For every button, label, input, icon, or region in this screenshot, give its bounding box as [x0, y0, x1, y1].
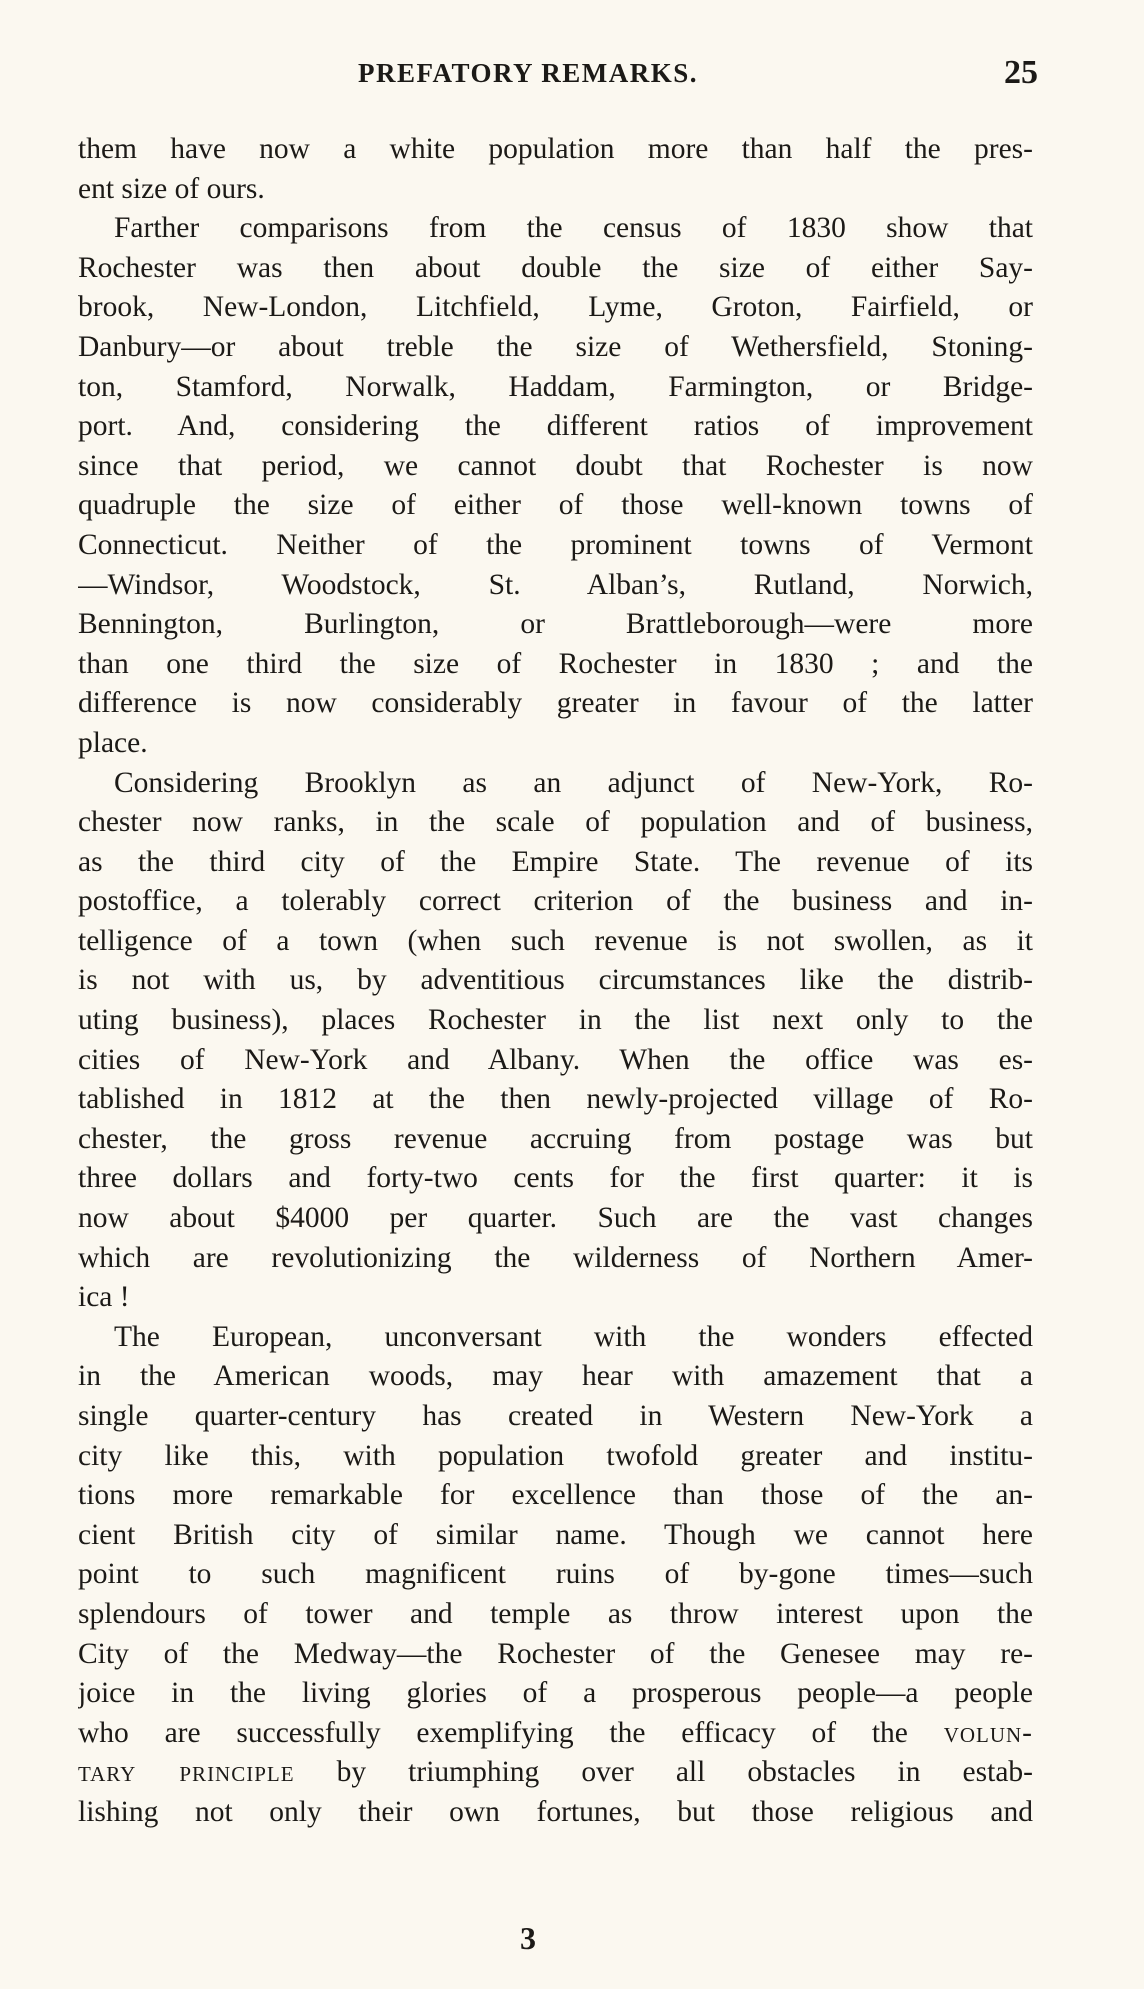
- text-line: single quarter-century has created in Western New-York a: [78, 1400, 1033, 1432]
- paragraph-start-line: Farther comparisons from the census of 1830 show that: [114, 212, 1033, 245]
- text-line: Bennington, Burlington, or Brattleborough—were more: [78, 608, 1033, 641]
- text-line: ica !: [78, 1281, 130, 1314]
- text-line: —Windsor, Woodstock, St. Alban’s, Rutland, Norwich,: [78, 568, 1033, 601]
- text-line: lishing not only their own fortunes, but those religious and: [78, 1795, 1033, 1828]
- text-line: is not with us, by adventitious circumstances like the distrib-: [78, 964, 1033, 997]
- text-line: [78, 1714, 1033, 1754]
- text-line: cities of New-York and Albany. When the office was es-: [78, 1043, 1033, 1076]
- paragraph-start-line: The European, unconversant with the wonders effected: [114, 1320, 1033, 1353]
- text-line: [78, 1753, 1033, 1793]
- text-line: quadruple the size of either of those well-known towns of: [78, 489, 1033, 522]
- running-head: PREFATORY REMARKS.: [358, 58, 699, 88]
- text-line: place.: [78, 726, 148, 759]
- text-line: difference is now considerably greater in favour of the latter: [78, 687, 1033, 720]
- text-line: Rochester was then about double the size of either Say-: [78, 251, 1033, 284]
- text-line: Danbury—or about treble the size of Wethersfield, Stoning-: [78, 330, 1033, 363]
- text-line: telligence of a town (when such revenue is not swollen, as it: [78, 924, 1033, 957]
- text-line: Connecticut. Neither of the prominent towns of Vermont: [78, 528, 1033, 561]
- text-line: chester, the gross revenue accruing from postage was but: [78, 1122, 1033, 1155]
- text-line: splendours of tower and temple as throw interest upon the: [78, 1597, 1033, 1630]
- body-text: [78, 130, 1033, 1833]
- text-line: tions more remarkable for excellence than those of the an-: [78, 1479, 1033, 1512]
- line-text: by triumphing over all obstacles in estab-: [336, 1756, 1033, 1789]
- text-line: ent size of ours.: [78, 172, 265, 205]
- page-number: 25: [1004, 54, 1038, 91]
- text-line: which are revolutionizing the wilderness of Northern Amer-: [78, 1241, 1033, 1274]
- text-line: as the third city of the Empire State. The revenue of its: [78, 845, 1033, 878]
- text-line: brook, New-London, Litchfield, Lyme, Groton, Fairfield, or: [78, 291, 1033, 324]
- text-line: tablished in 1812 at the then newly-projected village of Ro-: [78, 1083, 1033, 1116]
- text-line: three dollars and forty-two cents for the first quarter: it is: [78, 1162, 1033, 1195]
- text-line: in the American woods, may hear with amazement that a: [78, 1360, 1033, 1393]
- text-line: joice in the living glories of a prosperous people—a people: [78, 1677, 1033, 1710]
- small-caps-text: tary principle: [78, 1756, 295, 1789]
- text-line: City of the Medway—the Rochester of the Genesee may re-: [78, 1637, 1033, 1670]
- text-line: now about $4000 per quarter. Such are the vast changes: [78, 1202, 1033, 1235]
- text-line: city like this, with population twofold greater and institu-: [78, 1439, 1033, 1472]
- text-line: chester now ranks, in the scale of population and of business,: [78, 806, 1033, 839]
- small-caps-text: volun-: [943, 1716, 1033, 1749]
- text-line: port. And, considering the different ratios of improvement: [78, 410, 1033, 443]
- page-header: [78, 54, 1038, 94]
- text-line: than one third the size of Rochester in 1830 ; and the: [78, 647, 1033, 680]
- text-line: cient British city of similar name. Though we cannot here: [78, 1518, 1033, 1551]
- text-line: them have now a white population more than half the pres-: [78, 133, 1033, 165]
- text-line: since that period, we cannot doubt that Rochester is now: [78, 449, 1033, 482]
- text-line: uting business), places Rochester in the list next only to the: [78, 1004, 1033, 1037]
- text-line: ton, Stamford, Norwalk, Haddam, Farmington, or Bridge-: [78, 370, 1033, 403]
- text-line: postoffice, a tolerably correct criterion of the business and in-: [78, 885, 1033, 918]
- paragraph-start-line: Considering Brooklyn as an adjunct of New-York, Ro-: [114, 766, 1033, 799]
- signature-mark: 3: [520, 1920, 536, 1956]
- line-text: who are successfully exemplifying the efficacy of the: [78, 1716, 908, 1749]
- text-line: point to such magnificent ruins of by-gone times—such: [78, 1558, 1033, 1591]
